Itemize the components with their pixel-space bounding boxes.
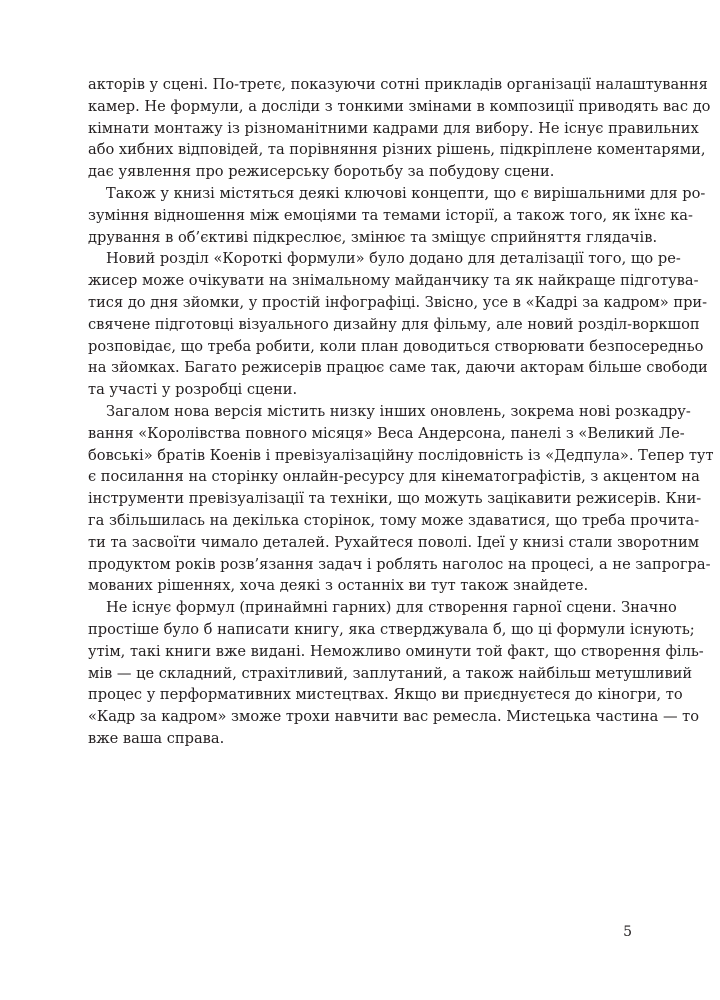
- text-line: свячене підготовці візуального дизайну для фільму, але новий розділ-воркшоп: [88, 315, 700, 333]
- text-line: розповідає, що треба робити, коли план доводиться створювати безпосередньо: [88, 337, 704, 355]
- text-line: тися до дня зйомки, у простій інфографіці. Звісно, усе в «Кадрі за кадром» при-: [88, 293, 708, 311]
- text-line: Новий розділ «Короткі формули» було додано для деталізації того, що ре-: [106, 250, 681, 268]
- text-line: мів — це складний, страхітливий, заплутаний, а також найбільш метушливий: [88, 664, 693, 682]
- text-line: вання «Королівства повного місяця» Веса Андерсона, панелі з «Великий Ле-: [88, 424, 685, 442]
- text-line: Також у книзі містяться деякі ключові концепти, що є вирішальними для ро-: [106, 184, 706, 202]
- text-line: ти та засвоїти чимало деталей. Рухайтеся поволі. Ідеї у книзі стали зворотним: [88, 533, 700, 551]
- text-line: утім, такі книги вже видані. Неможливо оминути той факт, що створення філь-: [88, 642, 704, 660]
- text-line: Не існує формул (принаймні гарних) для створення гарної сцени. Значно: [106, 599, 677, 617]
- paragraph: [88, 401, 714, 597]
- text-line: є посилання на сторінку онлайн-ресурсу для кінематографістів, з акцентом на: [88, 468, 700, 486]
- text-line: інструменти превізуалізації та техніки, що можуть зацікавити режисерів. Кни-: [88, 490, 702, 508]
- text-line: га збільшилась на декілька сторінок, тому може здаватися, що треба прочита-: [88, 511, 700, 529]
- text-line: бовські» братів Коенів і превізуалізаційну послідовність із «Дедпула». Тепер тут: [88, 446, 714, 464]
- paragraph: [88, 74, 711, 183]
- text-line: акторів у сцені. По-третє, показуючи сотні прикладів організації налаштування: [88, 76, 708, 93]
- text-line: мованих рішеннях, хоча деякі з останніх ви тут також знайдете.: [88, 577, 589, 595]
- text-line: Загалом нова версія містить низку інших оновлень, зокрема нові розкадру-: [106, 402, 691, 420]
- text-line: «Кадр за кадром» зможе трохи навчити вас ремесла. Мистецька частина — то: [88, 708, 700, 726]
- paragraph: [88, 597, 704, 750]
- text-line: жисер може очікувати на знімальному майданчику та як найкраще підготува-: [88, 272, 699, 290]
- text-line: процес у перформативних мистецтвах. Якщо ви приєднуєтеся до кіногри, то: [88, 686, 683, 704]
- text-line: дрування в об’єктиві підкреслює, змінює та зміщує сприйняття глядачів.: [88, 228, 658, 246]
- paragraph: [88, 248, 708, 401]
- text-line: простіше було б написати книгу, яка стверджувала б, що ці формули існують;: [88, 620, 695, 638]
- text-line: камер. Не формули, а досліди з тонкими змінами в композиції приводять вас до: [88, 97, 711, 115]
- page-number: 5: [623, 924, 632, 940]
- text-line: на зйомках. Багато режисерів працює саме так, даючи акторам більше свободи: [88, 359, 708, 377]
- text-line: продуктом років розв’язання задач і роблять наголос на процесі, а не запрогра-: [88, 555, 711, 573]
- text-line: або хибних відповідей, та порівняння різних рішень, підкріплене коментарями,: [88, 141, 706, 159]
- text-line: зуміння відношення між емоціями та темами історії, а також того, як їхнє ка-: [88, 206, 693, 224]
- body-text: [88, 74, 714, 750]
- text-line: вже ваша справа.: [88, 729, 225, 747]
- paragraph: [88, 183, 706, 248]
- text-line: та участі у розробці сцени.: [88, 381, 298, 399]
- text-line: дає уявлення про режисерську боротьбу за побудову сцени.: [88, 163, 555, 181]
- text-line: кімнати монтажу із різноманітними кадрами для вибору. Не існує правильних: [88, 119, 699, 137]
